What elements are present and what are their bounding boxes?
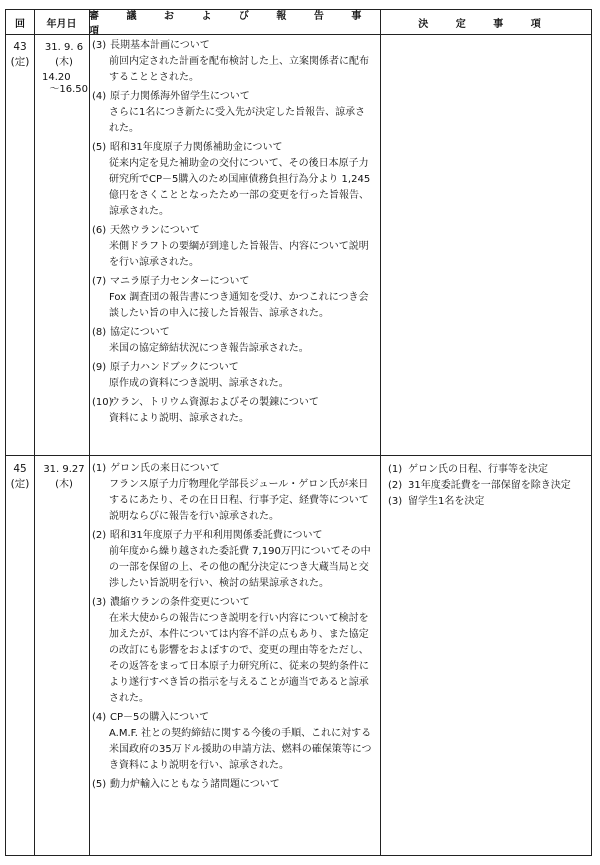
item-title-text: 昭和31年度原子力平和利用関係委託費について — [110, 530, 323, 541]
item-title — [90, 528, 380, 544]
item-body: 米側ドラフトの要綱が到達した旨報告、内容について説明を行い諒承された。 — [109, 241, 369, 268]
row-divider — [6, 455, 591, 456]
decision-number: (1) — [388, 464, 403, 475]
item-title — [90, 223, 380, 239]
item-number: (6) — [92, 225, 107, 236]
meeting-number-cell — [6, 40, 34, 70]
decision-text: 31年度委託費を一部保留を除き決定 — [408, 480, 571, 491]
minutes-table — [5, 9, 592, 856]
header-date: 年月日 — [46, 18, 77, 30]
item-number: (5) — [92, 779, 107, 790]
meeting-number: 45 — [13, 463, 27, 475]
item-number: (7) — [92, 276, 107, 287]
meeting-date: 31. 9.27 — [43, 464, 85, 475]
item-body: さらに1名につき新たに受入先が決定した旨報告、諒承された。 — [109, 107, 366, 134]
meeting-weekday: (木) — [55, 57, 73, 68]
item-title-text: 原子力ハンドブックについて — [110, 362, 239, 373]
item-number: (4) — [92, 712, 107, 723]
item-number: (1) — [92, 463, 107, 474]
item-body: Fox 調査団の報告書につき通知を受け、かつこれにつき会談したい旨の申入に接した旨報告、諒承された。 — [109, 292, 369, 319]
item-title — [90, 461, 380, 477]
item-number: (5) — [92, 142, 107, 153]
item-title — [90, 325, 380, 341]
header-meeting-no: 回 — [15, 18, 25, 30]
decision-text: ゲロン氏の日程、行事等を決定 — [408, 464, 548, 475]
item-body: 前回内定された計画を配布検討した上、立案関係者に配布することとされた。 — [109, 56, 369, 83]
item-body: 従来内定を見た補助金の交付について、その後日本原子力研究所でCP－5購入のため国庫債務負担行為分より 1,245億円をさくこととなったため一部の変更を行った旨報告、諒承された。 — [109, 158, 371, 217]
item-title-text: 昭和31年度原子力関係補助金について — [110, 142, 283, 153]
header-decision: 決 定 事 項 — [418, 18, 553, 30]
meeting-date-cell — [36, 42, 92, 96]
item-body: A.M.F. 社との契約締結に関する今後の手順、これに対する米国政府の35万ドル援助の申請方法、燃料の確保策等につき資料により説明を行い、諒承された。 — [109, 728, 372, 771]
deliberation-items — [90, 38, 380, 430]
meeting-date: 31. 9. 6 — [44, 42, 84, 53]
item-number: (4) — [92, 91, 107, 102]
item-body: 原作成の資料につき説明、諒承された。 — [109, 378, 289, 389]
item-title-text: 天然ウランについて — [110, 225, 200, 236]
item-title-text: ゲロン氏の来日について — [110, 463, 220, 474]
item-number: (3) — [92, 40, 107, 51]
column-divider — [380, 10, 381, 855]
decision-item — [384, 494, 589, 510]
item-number: (9) — [92, 362, 107, 373]
decision-items — [384, 462, 589, 510]
decision-number: (2) — [388, 480, 403, 491]
meeting-kind: (定) — [10, 56, 30, 68]
item-body: 米国の協定締結状況につき報告諒承された。 — [109, 343, 309, 354]
item-title-text: マニラ原子力センターについて — [110, 276, 250, 287]
decision-item — [384, 478, 589, 494]
item-number: (8) — [92, 327, 107, 338]
meeting-time-end: ～16.50 — [49, 84, 88, 95]
meeting-number-cell — [6, 462, 34, 492]
item-title — [90, 777, 380, 793]
decision-number: (3) — [388, 496, 403, 507]
item-title — [90, 38, 380, 54]
item-number: (10) — [92, 397, 113, 408]
item-title — [90, 274, 380, 290]
item-title-text: 長期基本計画について — [110, 40, 210, 51]
item-title — [90, 710, 380, 726]
item-title-text: 動力炉輸入にともなう諸問題について — [110, 779, 280, 790]
item-title-text: 原子力関係海外留学生について — [110, 91, 250, 102]
item-title-text: 協定について — [110, 327, 170, 338]
item-title — [90, 395, 380, 411]
item-body: 資料により説明、諒承された。 — [109, 413, 249, 424]
meeting-kind: (定) — [10, 478, 30, 490]
item-body: 在米大使からの報告につき説明を行い内容について検討を加えたが、本件については内容不詳の点もあり、また協定の改訂にも影響をおよぼすので、変更の理由等をただし、その返答をまって日本原子力研究所に、従来の契約条件により遂行すべき旨の指示を与えることが適当であると諒承された。 — [109, 613, 369, 704]
meeting-time-start: 14.20 — [42, 72, 71, 83]
decision-item — [384, 462, 589, 478]
column-divider — [34, 10, 35, 855]
item-title-text: ウラン、トリウム資源およびその製錬について — [110, 397, 319, 408]
meeting-number: 43 — [13, 41, 27, 53]
item-title-text: CP－5の購入について — [110, 712, 210, 723]
item-body: 前年度から繰り越された委託費 7,190万円についてその中の一部を保留の上、その他の配分決定につき大蔵当局と交渉したい旨説明を行い、検討の結果諒承された。 — [109, 546, 371, 589]
meeting-weekday: (木) — [55, 479, 73, 490]
item-number: (2) — [92, 530, 107, 541]
item-title — [90, 89, 380, 105]
decision-text: 留学生1名を決定 — [408, 496, 485, 507]
item-title — [90, 140, 380, 156]
item-body: フランス原子力庁物理化学部長ジュール・ゲロン氏が来日するにあたり、その在日日程、行事予定、経費等について説明ならびに報告を行い諒承された。 — [109, 479, 369, 522]
item-title — [90, 360, 380, 376]
deliberation-items — [90, 461, 380, 793]
meeting-date-cell — [36, 464, 92, 491]
item-title-text: 濃縮ウランの条件変更について — [110, 597, 250, 608]
header-deliberation: 審 議 お よ び 報 告 事 項 — [89, 11, 374, 37]
item-number: (3) — [92, 597, 107, 608]
item-title — [90, 595, 380, 611]
